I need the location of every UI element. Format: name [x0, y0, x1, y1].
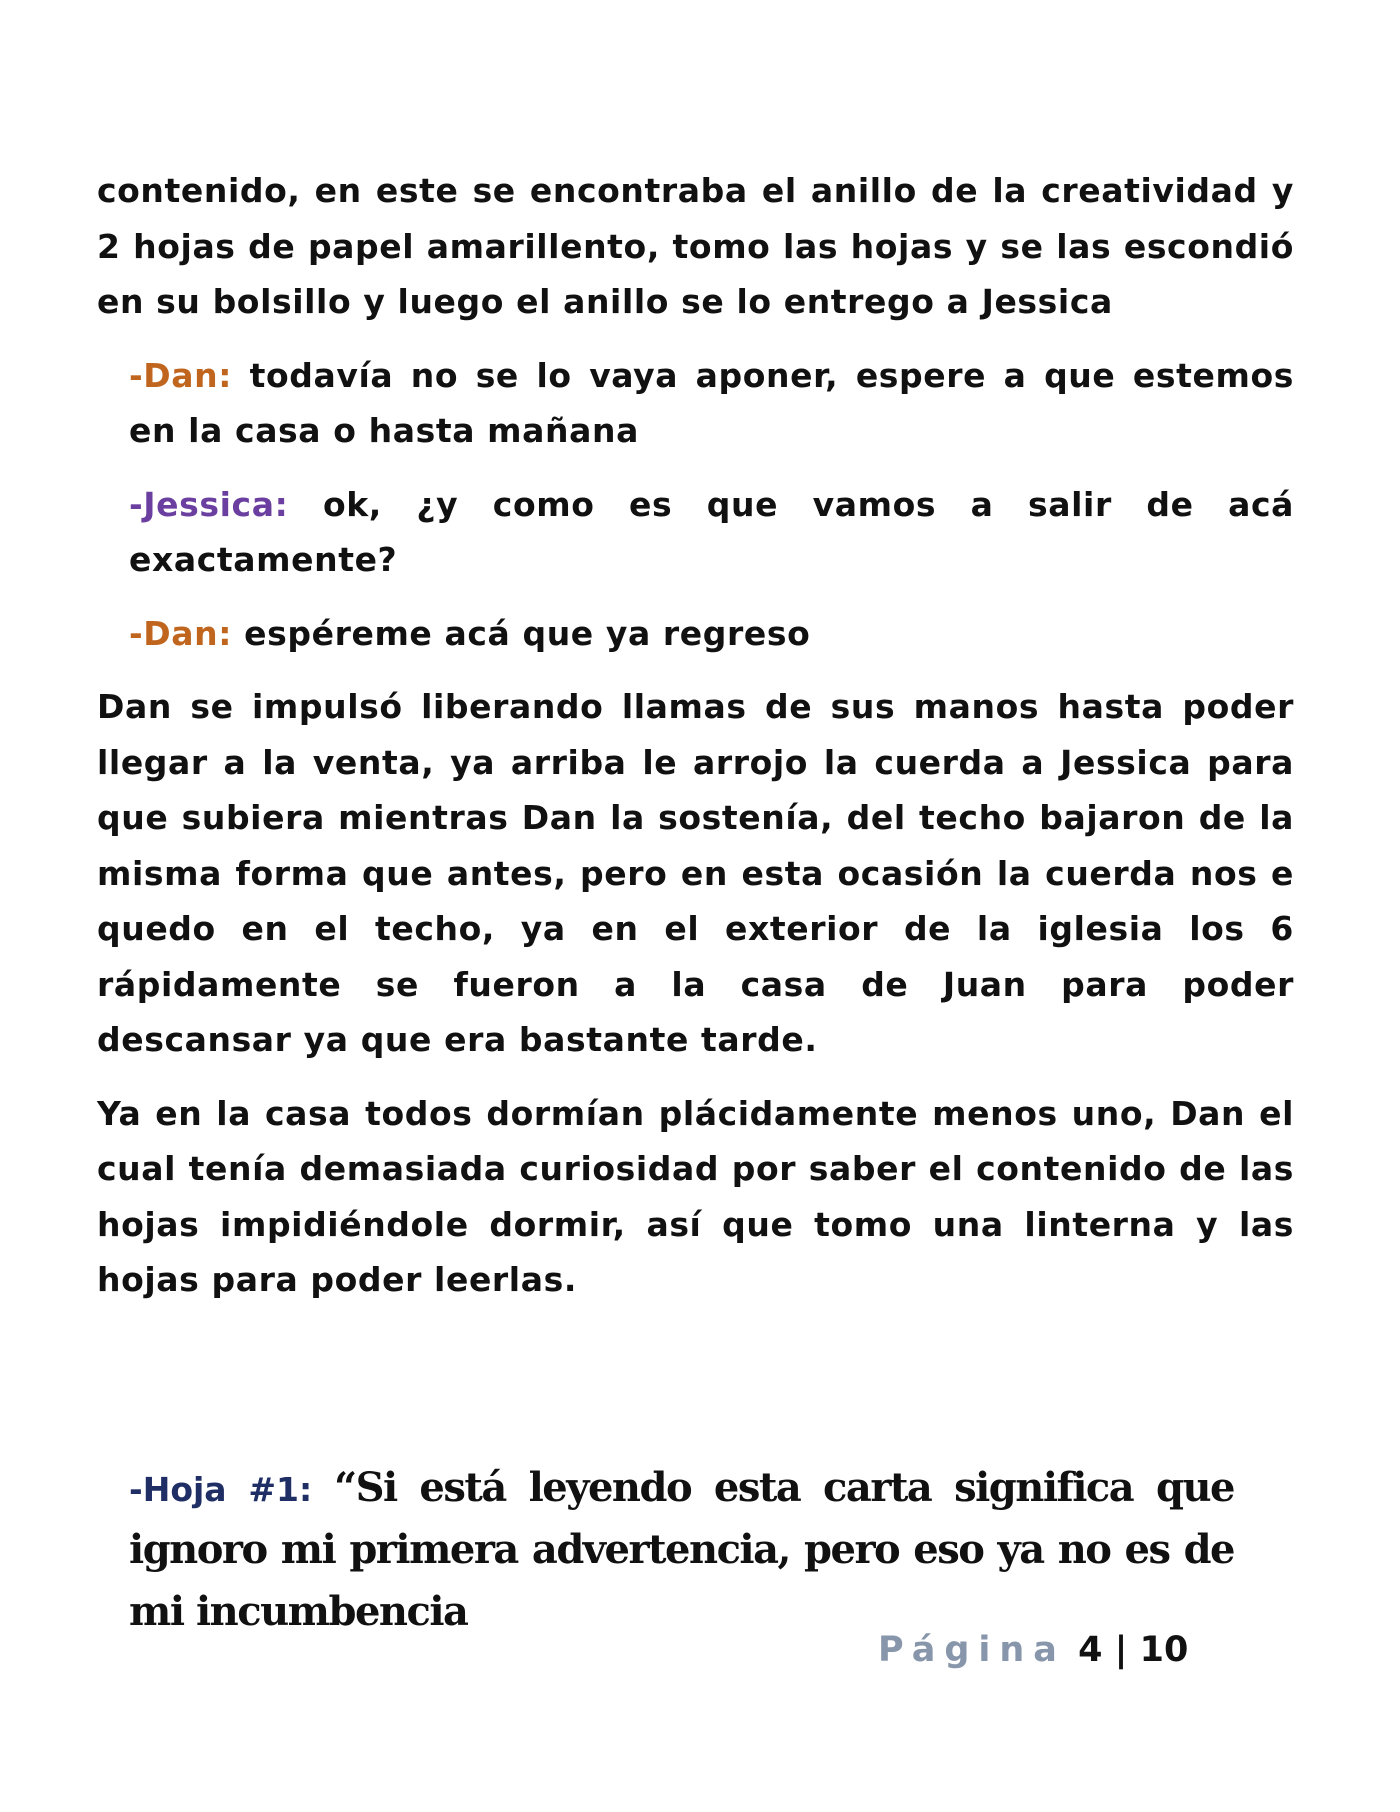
letter-excerpt	[129, 1458, 1234, 1644]
paragraph: Ya en la casa todos dormían plácidamente menos uno, Dan el cual tenía demasiada curiosidad por saber el contenido de las hojas impidiéndole dormir, así que tomo una linterna y las hojas para poder leerlas.	[97, 1093, 1294, 1299]
page-separator: |	[1114, 1630, 1128, 1670]
speaker-label-jessica: -Jessica:	[129, 484, 289, 524]
dialogue-text: todavía no se lo vaya aponer, espere a que estemos en la casa o hasta mañana	[129, 355, 1294, 450]
page-current: 4	[1078, 1630, 1103, 1670]
paragraph: contenido, en este se encontraba el anillo de la creatividad y 2 hojas de papel amarillento, tomo las hojas y se las escondió en su bolsillo y luego el anillo se lo entrego a Jessica	[97, 171, 1294, 321]
speaker-label-dan: -Dan:	[129, 613, 233, 653]
speaker-label-dan: -Dan:	[129, 355, 233, 395]
page-total: 10	[1139, 1630, 1189, 1670]
page-word: Página	[878, 1630, 1066, 1670]
letter-text: “Si está leyendo esta carta significa que ignoro mi primera advertencia, pero eso ya no es de mi incumbencia	[129, 1464, 1234, 1635]
letter-label: -Hoja #1:	[129, 1470, 313, 1509]
dialogue-line-dan	[129, 348, 1294, 459]
dialogue-text: ok, ¿y como es que vamos a salir de acá exactamente?	[129, 484, 1295, 579]
page-number	[878, 1630, 1188, 1670]
dialogue-text: espéreme acá que ya regreso	[244, 613, 811, 653]
dialogue-line-dan	[129, 606, 1294, 662]
dialogue-line-jessica	[129, 477, 1294, 588]
paragraph: Dan se impulsó liberando llamas de sus manos hasta poder llegar a la venta, ya arriba le arrojo la cuerda a Jessica para que subiera mientras Dan la sostenía, del techo bajaron de la misma forma que antes, pero en esta ocasión la cuerda nos e quedo en el techo, ya en el exterior de la iglesia los 6 rápidamente se fueron a la casa de Juan para poder descansar ya que era bastante tarde.	[97, 687, 1294, 1059]
page-body	[97, 163, 1294, 1326]
